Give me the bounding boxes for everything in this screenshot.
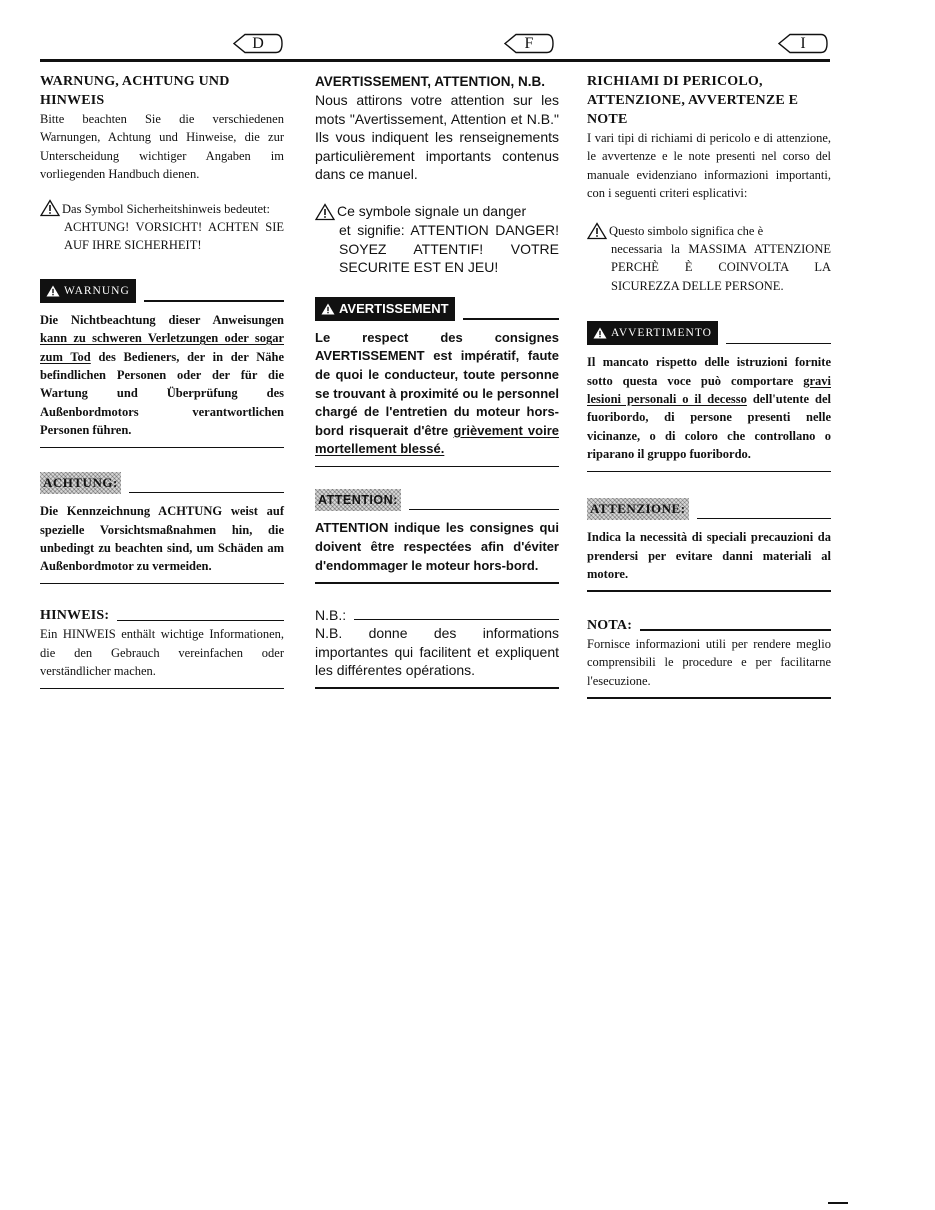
warning-triangle-icon [315, 203, 337, 221]
safety-symbol-explanation [315, 202, 559, 221]
symbol-lead-text: Questo simbolo significa che è [609, 223, 764, 238]
label-rule [129, 492, 284, 494]
note-text: N.B. donne des informations importantes qui facilitent et expliquent les différentes opérations. [315, 625, 559, 679]
warning-text [587, 353, 831, 463]
warning-text-tail: des Bedieners, der in der Nähe befindlichen Personen oder der für die Wartung und Überprüfung des Außenbordmotors verantwortlichen Personen führen. [40, 349, 284, 438]
note-text: Fornisce informazioni utili per rendere meglio comprensibili le procedure e per facilitarne l'esecuzione. [587, 636, 831, 688]
warning-text-lead: Die Nichtbeachtung dieser Anweisungen [40, 312, 284, 327]
section-title: RICHIAMI DI PERICOLO, ATTENZIONE, AVVERTENZE E NOTE [587, 74, 799, 127]
note-label: NOTA: [587, 617, 633, 633]
label-rule [117, 620, 284, 622]
intro-paragraph: I vari tipi di richiami di pericolo e di attenzione, le avvertenze e le note presenti nel corso del manuale evidenziano informazioni importanti, con i seguenti criteri esplicativi: [587, 131, 831, 201]
label-rule [409, 509, 559, 511]
page-footer-mark [828, 1202, 848, 1204]
intro-paragraph: Bitte beachten Sie die verschiedenen Warnungen, Achtung und Hinweise, die zur Unterscheidung wichtiger Angaben im vorliegenden Handbuch dienen. [40, 112, 284, 182]
warning-text [40, 311, 284, 440]
label-rule [463, 318, 559, 320]
note-text: Ein HINWEIS enthält wichtige Informationen, die den Gebrauch vereinfachen oder verständlicher machen. [40, 627, 284, 679]
warning-text-emphasis: grièvement voire mortellement blessé. [315, 422, 559, 457]
warning-label-box [587, 321, 718, 345]
caution-header [40, 472, 284, 494]
caution-label: ATTENZIONE: [587, 498, 689, 520]
note-header [315, 606, 559, 625]
symbol-meaning-text: et signifie: ATTENTION DANGER! SOYEZ ATTENTIF! VOTRE SECURITE EST EN JEU! [339, 221, 559, 276]
language-badge-it [778, 33, 828, 54]
language-letter: F [524, 35, 534, 52]
italian-column [587, 72, 831, 699]
warning-label-box [315, 297, 455, 321]
section-rule [40, 583, 284, 585]
header-rule [40, 59, 830, 62]
symbol-meaning-text: necessaria la MASSIMA ATTENZIONE PERCHÈ È COINVOLTA LA SICUREZZA DELLE PERSONE. [611, 242, 831, 293]
warning-header [40, 279, 284, 303]
section-rule [315, 582, 559, 584]
intro-paragraph: Nous attirons votre attention sur les mots "Avertissement, Attention et N.B." Ils vous indiquent les renseignements particulièrement importants contenus dans ce manuel. [315, 92, 559, 183]
label-rule [354, 619, 559, 621]
warning-triangle-icon [40, 199, 62, 217]
french-column [315, 72, 559, 689]
language-badge-fr [504, 33, 554, 54]
warning-header [315, 297, 559, 321]
warning-label-box [40, 279, 136, 303]
caution-header [315, 489, 559, 511]
section-title: WARNUNG, ACHTUNG UND HINWEIS [40, 74, 230, 108]
section-rule [40, 447, 284, 449]
symbol-meaning-text: ACHTUNG! VORSICHT! ACHTEN SIE AUF IHRE SICHERHEIT! [64, 220, 284, 253]
warning-text-lead: Le respect des consignes AVERTISSEMENT est impératif, faute de quoi le conducteur, toute personne se trouvant à proximité ou le personnel chargé de l'entretien du moteur hors-bord risquerait d'être [315, 329, 559, 438]
section-rule [587, 590, 831, 592]
warning-triangle-icon [593, 327, 607, 339]
note-label: N.B.: [315, 606, 347, 623]
caution-header [587, 498, 831, 520]
section-title: AVERTISSEMENT, ATTENTION, N.B. [315, 74, 546, 89]
warning-header [587, 321, 831, 345]
german-column [40, 72, 284, 689]
label-rule [144, 300, 284, 302]
section-rule [315, 466, 559, 468]
language-letter: D [252, 35, 264, 52]
warning-text-lead: Il mancato rispetto delle istruzioni fornite sotto questa voce può comportare [587, 355, 831, 388]
symbol-lead-text: Ce symbole signale un danger [337, 202, 527, 219]
warning-label: AVERTISSEMENT [339, 301, 449, 317]
warning-triangle-icon [321, 303, 335, 315]
section-rule [587, 471, 831, 473]
section-rule [40, 688, 284, 690]
safety-symbol-explanation [40, 198, 284, 218]
warning-text-emphasis: gravi lesioni personali o il decesso [587, 373, 831, 407]
note-header [40, 606, 284, 625]
caution-label: ACHTUNG: [40, 472, 121, 494]
warning-triangle-icon [46, 285, 60, 297]
warning-text [315, 329, 559, 459]
label-rule [697, 518, 831, 520]
label-rule [726, 343, 831, 345]
caution-label: ATTENTION: [315, 489, 401, 511]
warning-triangle-icon [587, 222, 609, 240]
warning-text-emphasis: kann zu schweren Verletzungen oder sogar zum Tod [40, 331, 284, 364]
section-rule [587, 697, 831, 699]
warning-text-tail: dell'utente del fuoribordo, di persone presenti nelle vicinanze, o di coloro che controllano o riparano il gruppo fuoribordo. [587, 392, 832, 462]
caution-text: Indica la necessità di speciali precauzioni da prendersi per evitare danni materiali al motore. [587, 530, 831, 581]
language-badge-de [233, 33, 283, 54]
caution-text: Die Kennzeichnung ACHTUNG weist auf spezielle Vorsichtsmaßnahmen hin, die unbedingt zu beachten sind, um Schäden am Außenbordmotor zu vermeiden. [40, 504, 284, 574]
warning-label: AVVERTIMENTO [611, 327, 712, 340]
symbol-lead-text: Das Symbol Sicherheitshinweis bedeutet: [62, 201, 270, 216]
safety-symbol-explanation [587, 221, 831, 240]
note-header [587, 616, 831, 635]
warning-label: WARNUNG [64, 284, 130, 297]
caution-text: ATTENTION indique les consignes qui doivent être respectées afin d'éviter d'endommager le moteur hors-bord. [315, 520, 559, 573]
note-label: HINWEIS: [40, 608, 110, 624]
label-rule [640, 629, 831, 631]
section-rule [315, 687, 559, 689]
language-letter: I [800, 35, 806, 52]
